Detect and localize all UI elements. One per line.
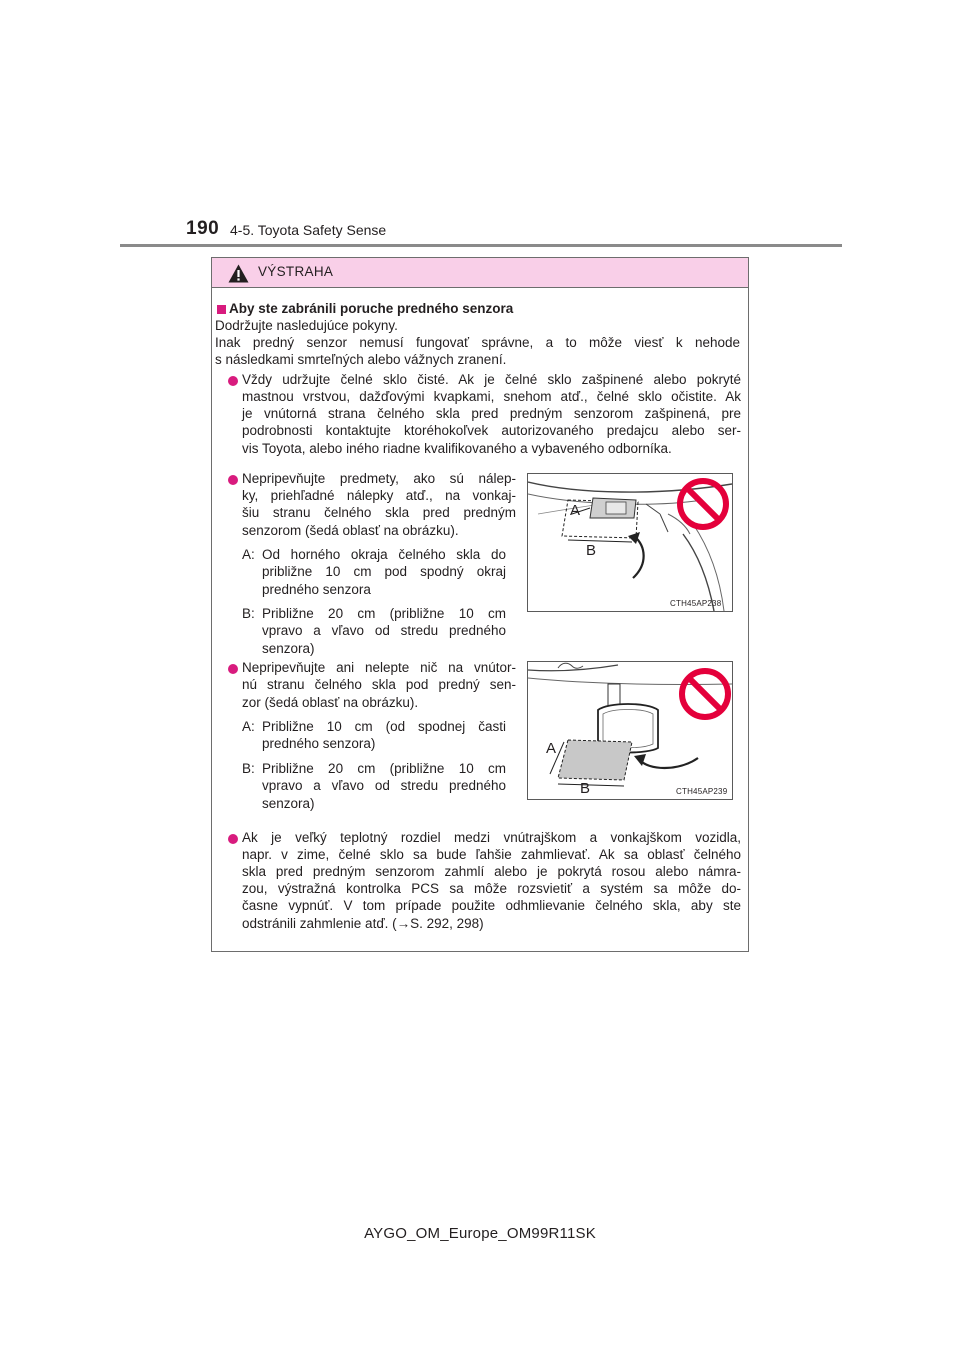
bullet2-line-3: šiu stranu čelného skla pred predným: [242, 505, 516, 520]
figure2-label-a: A: [546, 740, 557, 757]
bullet2-line-2: ky, priehľadné nálepky atď., na vonkaj-: [242, 488, 516, 503]
square-bullet-icon: [217, 305, 226, 314]
bullet1-line-4: podrobnosti kontaktujte ktoréhokoľvek autorizovaného predajcu alebo ser-: [242, 423, 741, 438]
bullet4-line-1: Ak je veľký teplotný rozdiel medzi vnútrajškom a vonkajškom vozidla,: [242, 830, 741, 845]
warning-triangle-icon: [228, 264, 249, 283]
bullet3-b-line-2: vpravo a vľavo od stredu predného: [262, 778, 506, 793]
bullet2-b-label: B:: [242, 606, 255, 621]
footer-doc-id: AYGO_OM_Europe_OM99R11SK: [364, 1225, 596, 1242]
bullet2-line-4: senzorom (šedá oblasť na obrázku).: [242, 523, 459, 538]
bullet3-a-label: A:: [242, 719, 255, 734]
bullet3-b-line-1: Približne 20 cm (približne 10 cm: [262, 761, 506, 776]
warning-title: VÝSTRAHA: [258, 264, 334, 279]
section-title: 4-5. Toyota Safety Sense: [230, 222, 387, 238]
bullet2-line-1: Nepripevňujte predmety, ako sú nálep-: [242, 471, 516, 486]
bullet-dot-icon: [228, 664, 238, 674]
bullet3-line-2: nú stranu čelného skla pod predný sen-: [242, 677, 516, 692]
bullet1-line-1: Vždy udržujte čelné sklo čisté. Ak je čelné sklo zašpinené alebo pokryté: [242, 372, 741, 387]
warning-header: [212, 258, 748, 288]
bullet2-a-label: A:: [242, 547, 255, 562]
bullet2-b-line-1: Približne 20 cm (približne 10 cm: [262, 606, 506, 621]
bullet3-b-label: B:: [242, 761, 255, 776]
intro-line-1: Dodržujte nasledujúce pokyny.: [215, 318, 398, 333]
bullet1-line-3: je vnútorná strana čelného skla pred predným senzorom zašpinená, pre: [242, 406, 741, 421]
page-number: 190: [186, 218, 220, 239]
bullet2-a-line-2: približne 10 cm pod spodný okraj: [262, 564, 506, 579]
bullet4-line-3: skla pred predným senzorom zahmlí alebo je pokrytá rosou alebo námra-: [242, 864, 741, 879]
prohibited-icon: [676, 477, 730, 531]
bullet2-b-line-2: vpravo a vľavo od stredu predného: [262, 623, 506, 638]
bullet3-a-line-1: Približne 10 cm (od spodnej časti: [262, 719, 506, 734]
figure-windshield-exterior: [527, 473, 733, 612]
bullet4-line-4: zou, výstražná kontrolka PCS sa môže rozsvietiť a systém sa môže do-: [242, 881, 741, 896]
bullet3-b-line-3: senzora): [262, 796, 315, 811]
warning-heading: Aby ste zabránili poruche predného senzora: [229, 301, 514, 316]
bullet4-line-6: odstránili zahmlenie atď. (→S. 292, 298): [242, 916, 484, 931]
figure1-label-b: B: [586, 542, 597, 559]
intro-line-2: Inak predný senzor nemusí fungovať správne, a to môže viesť k nehode: [215, 335, 740, 350]
figure1-code: CTH45AP238: [670, 599, 722, 608]
bullet2-b-line-3: senzora): [262, 641, 315, 656]
figure2-label-b: B: [580, 780, 591, 797]
bullet-dot-icon: [228, 376, 238, 386]
bullet3-a-line-2: predného senzora): [262, 736, 376, 751]
bullet1-line-5: vis Toyota, alebo iného riadne kvalifikovaného a vybaveného odborníka.: [242, 441, 672, 456]
prohibited-icon: [678, 667, 732, 721]
figure1-label-a: A: [570, 502, 581, 519]
figure-windshield-interior: [527, 661, 733, 800]
bullet4-line-5: časne vypnúť. V tom prípade použite odhmlievanie čelného skla, aby ste: [242, 898, 741, 913]
bullet1-line-2: mastnou vrstvou, dažďovými kvapkami, snehom atď., čelné sklo očistite. Ak: [242, 389, 741, 404]
bullet-dot-icon: [228, 834, 238, 844]
bullet-dot-icon: [228, 475, 238, 485]
bullet3-line-3: zor (šedá oblasť na obrázku).: [242, 695, 419, 710]
bullet2-a-line-1: Od horného okraja čelného skla do: [262, 547, 506, 562]
bullet4-line-2: napr. v zime, čelné sklo sa bude ľahšie zahmlievať. Ak sa oblasť čelného: [242, 847, 741, 862]
header-rule: [120, 244, 842, 247]
bullet3-line-1: Nepripevňujte ani nelepte nič na vnútor-: [242, 660, 516, 675]
bullet2-a-line-3: predného senzora: [262, 582, 371, 597]
figure2-code: CTH45AP239: [676, 787, 728, 796]
intro-line-3: s následkami smrteľných alebo vážnych zranení.: [215, 352, 507, 367]
